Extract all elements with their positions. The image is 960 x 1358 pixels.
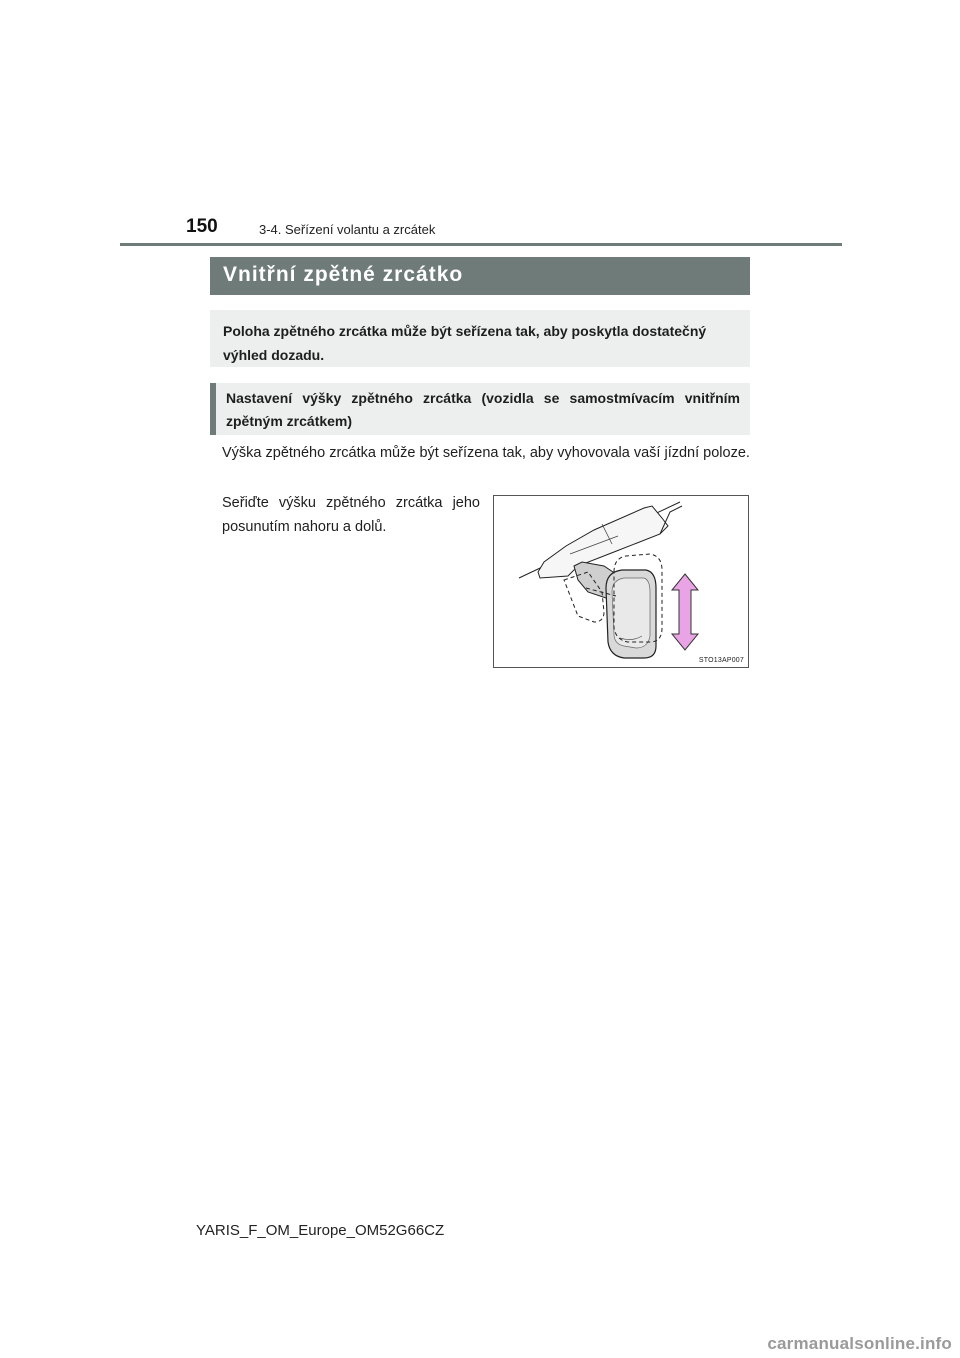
mirror-drawing [494,496,748,667]
watermark[interactable]: carmanualsonline.info [767,1334,952,1353]
section-title: Vnitřní zpětné zrcátko [210,257,750,295]
subsection-title: Nastavení výšky zpětného zrcátka (vozidla se samostmívacím vnitřním zpětným zrcátkem) [210,383,750,435]
mirror-illustration [493,495,749,668]
header-rule [120,243,842,246]
paragraph-adjust: Seřiďte výšku zpětného zrcátka jeho posunutím nahoru a dolů. [222,495,480,535]
paragraph-height: Výška zpětného zrcátka může být seřízena tak, aby vyhovovala vaší jízdní poloze. [222,445,750,461]
footer-doc-id: YARIS_F_OM_Europe_OM52G66CZ [196,1222,445,1239]
chapter-title: 3-4. Seřízení volantu a zrcátek [259,222,436,237]
up-down-arrow-icon [672,574,698,650]
figure-code: STO13AP007 [698,657,744,664]
page-number: 150 [186,216,218,237]
intro-box: Poloha zpětného zrcátka může být seřízena tak, aby poskytla dostatečný výhled dozadu. [210,310,750,367]
